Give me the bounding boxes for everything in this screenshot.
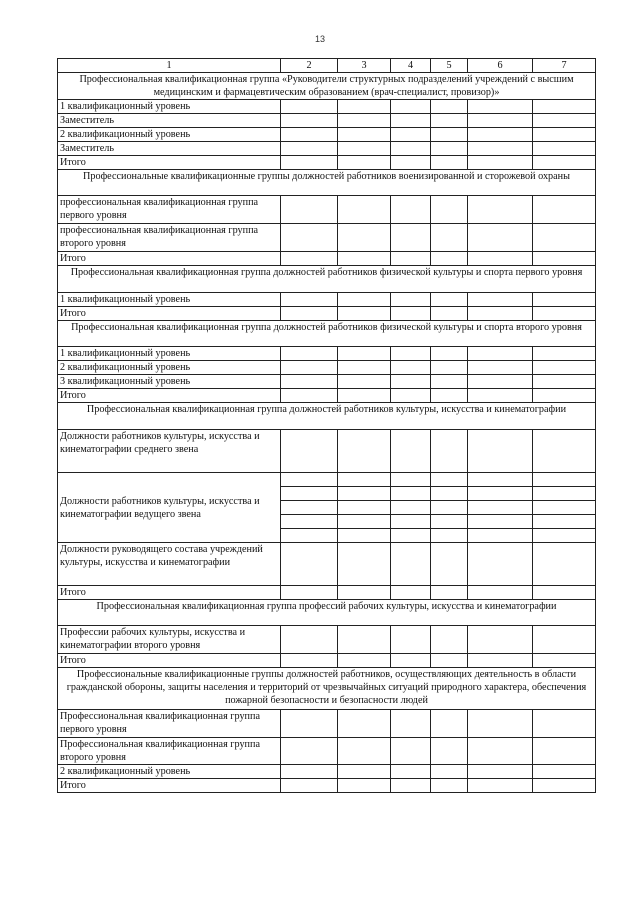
value-cell-col-2[interactable] <box>281 196 338 224</box>
column-header-5: 5 <box>431 59 468 73</box>
value-cell-col-5[interactable] <box>431 347 468 361</box>
value-cell-col-6[interactable] <box>468 389 533 403</box>
value-cell-col-7[interactable] <box>533 501 596 515</box>
row-label: Профессиональная квалификационная группа второго уровня <box>58 738 281 765</box>
value-cell-col-3[interactable] <box>338 293 391 307</box>
value-cell-col-6[interactable] <box>468 156 533 170</box>
section-title: Профессиональная квалификационная группа профессий рабочих культуры, искусства и кинематографии <box>58 600 596 626</box>
value-cell-col-6[interactable] <box>468 654 533 668</box>
value-cell-col-5[interactable] <box>431 738 468 765</box>
table-row <box>58 142 596 156</box>
value-cell-col-7[interactable] <box>533 156 596 170</box>
value-cell-col-6[interactable] <box>468 100 533 114</box>
table-row <box>58 347 596 361</box>
value-cell-col-6[interactable] <box>468 114 533 128</box>
value-cell-col-4[interactable] <box>391 765 431 779</box>
value-cell-col-5[interactable] <box>431 361 468 375</box>
row-label: Итого <box>58 389 281 403</box>
value-cell-col-3[interactable] <box>338 307 391 321</box>
value-cell-col-6[interactable] <box>468 710 533 738</box>
value-cell-col-6[interactable] <box>468 515 533 529</box>
row-label: 2 квалификационный уровень <box>58 128 281 142</box>
column-header-7: 7 <box>533 59 596 73</box>
section-title: Профессиональная квалификационная группа должностей работников физической культуры и спорта первого уровня <box>58 266 596 293</box>
value-cell-col-5[interactable] <box>431 224 468 252</box>
table-row <box>58 626 596 654</box>
row-label: Профессии рабочих культуры, искусства и кинематографии второго уровня <box>58 626 281 654</box>
value-cell-col-5[interactable] <box>431 128 468 142</box>
value-cell-col-2[interactable] <box>281 142 338 156</box>
section-header-row <box>58 403 596 430</box>
staffing-table <box>57 58 596 793</box>
table-row <box>58 128 596 142</box>
value-cell-col-7[interactable] <box>533 347 596 361</box>
value-cell-col-4[interactable] <box>391 710 431 738</box>
value-cell-col-5[interactable] <box>431 430 468 473</box>
row-label: 3 квалификационный уровень <box>58 375 281 389</box>
table-row <box>58 765 596 779</box>
value-cell-col-4[interactable] <box>391 487 431 501</box>
section-title: Профессиональная квалификационная группа должностей работников культуры, искусства и кинематографии <box>58 403 596 430</box>
row-label: 2 квалификационный уровень <box>58 765 281 779</box>
value-cell-col-2[interactable] <box>281 375 338 389</box>
value-cell-col-3[interactable] <box>338 710 391 738</box>
value-cell-col-4[interactable] <box>391 100 431 114</box>
value-cell-col-7[interactable] <box>533 586 596 600</box>
value-cell-col-3[interactable] <box>338 114 391 128</box>
value-cell-col-5[interactable] <box>431 543 468 586</box>
value-cell-col-2[interactable] <box>281 100 338 114</box>
value-cell-col-2[interactable] <box>281 252 338 266</box>
value-cell-col-7[interactable] <box>533 473 596 487</box>
value-cell-col-4[interactable] <box>391 626 431 654</box>
row-label: Итого <box>58 586 281 600</box>
section-header-row <box>58 600 596 626</box>
value-cell-col-4[interactable] <box>391 347 431 361</box>
value-cell-col-4[interactable] <box>391 142 431 156</box>
value-cell-col-4[interactable] <box>391 779 431 793</box>
row-label: 1 квалификационный уровень <box>58 100 281 114</box>
value-cell-col-6[interactable] <box>468 626 533 654</box>
value-cell-col-7[interactable] <box>533 779 596 793</box>
value-cell-col-5[interactable] <box>431 142 468 156</box>
total-row <box>58 586 596 600</box>
total-row <box>58 654 596 668</box>
table-row <box>58 100 596 114</box>
value-cell-col-6[interactable] <box>468 307 533 321</box>
value-cell-col-7[interactable] <box>533 430 596 473</box>
value-cell-col-4[interactable] <box>391 654 431 668</box>
table-row <box>58 361 596 375</box>
value-cell-col-6[interactable] <box>468 293 533 307</box>
table-row <box>58 710 596 738</box>
value-cell-col-3[interactable] <box>338 156 391 170</box>
value-cell-col-4[interactable] <box>391 252 431 266</box>
row-label: профессиональная квалификационная группа второго уровня <box>58 224 281 252</box>
value-cell-col-6[interactable] <box>468 224 533 252</box>
value-cell-col-4[interactable] <box>391 224 431 252</box>
row-label: Должности работников культуры, искусства и кинематографии среднего звена <box>58 430 281 473</box>
value-cell-col-3[interactable] <box>338 501 391 515</box>
value-cell-col-4[interactable] <box>391 361 431 375</box>
row-label: Должности руководящего состава учреждений культуры, искусства и кинематографии <box>58 543 281 586</box>
value-cell-col-3[interactable] <box>338 128 391 142</box>
value-cell-col-4[interactable] <box>391 389 431 403</box>
value-cell-col-6[interactable] <box>468 543 533 586</box>
value-cell-col-2[interactable] <box>281 347 338 361</box>
value-cell-col-6[interactable] <box>468 529 533 543</box>
table-row <box>58 738 596 765</box>
value-cell-col-4[interactable] <box>391 515 431 529</box>
value-cell-col-7[interactable] <box>533 128 596 142</box>
value-cell-col-6[interactable] <box>468 375 533 389</box>
total-row <box>58 779 596 793</box>
row-label: Итого <box>58 307 281 321</box>
value-cell-col-2[interactable] <box>281 738 338 765</box>
value-cell-col-2[interactable] <box>281 114 338 128</box>
value-cell-col-7[interactable] <box>533 361 596 375</box>
value-cell-col-2[interactable] <box>281 543 338 586</box>
value-cell-col-5[interactable] <box>431 293 468 307</box>
value-cell-col-5[interactable] <box>431 473 468 487</box>
value-cell-col-4[interactable] <box>391 543 431 586</box>
section-header-row <box>58 266 596 293</box>
value-cell-col-7[interactable] <box>533 196 596 224</box>
value-cell-col-5[interactable] <box>431 779 468 793</box>
section-title: Профессиональные квалификационные группы должностей работников военизированной и сторожевой охраны <box>58 170 596 196</box>
value-cell-col-5[interactable] <box>431 529 468 543</box>
column-header-2: 2 <box>281 59 338 73</box>
value-cell-col-3[interactable] <box>338 430 391 473</box>
value-cell-col-6[interactable] <box>468 501 533 515</box>
value-cell-col-4[interactable] <box>391 128 431 142</box>
value-cell-col-3[interactable] <box>338 361 391 375</box>
value-cell-col-2[interactable] <box>281 626 338 654</box>
value-cell-col-2[interactable] <box>281 389 338 403</box>
page-number: 13 <box>314 34 325 44</box>
table-row <box>58 375 596 389</box>
value-cell-col-3[interactable] <box>338 626 391 654</box>
value-cell-col-5[interactable] <box>431 252 468 266</box>
value-cell-col-3[interactable] <box>338 779 391 793</box>
value-cell-col-3[interactable] <box>338 543 391 586</box>
value-cell-col-5[interactable] <box>431 375 468 389</box>
value-cell-col-6[interactable] <box>468 738 533 765</box>
value-cell-col-4[interactable] <box>391 307 431 321</box>
section-title: Профессиональная квалификационная группа должностей работников физической культуры и спорта второго уровня <box>58 321 596 347</box>
row-label: Должности работников культуры, искусства и кинематографии ведущего звена <box>58 473 281 543</box>
value-cell-col-5[interactable] <box>431 156 468 170</box>
value-cell-col-5[interactable] <box>431 765 468 779</box>
value-cell-col-7[interactable] <box>533 100 596 114</box>
section-title: Профессиональные квалификационные группы должностей работников, осуществляющих деятельность в области гражданской обороны, защиты населения и территорий от чрезвычайных ситуаций природного характера, обеспечения пожарной безопасности и безопасности людей <box>58 668 596 710</box>
value-cell-col-3[interactable] <box>338 765 391 779</box>
value-cell-col-2[interactable] <box>281 361 338 375</box>
row-label: 2 квалификационный уровень <box>58 361 281 375</box>
value-cell-col-3[interactable] <box>338 738 391 765</box>
row-label: Итого <box>58 779 281 793</box>
section-header-row <box>58 321 596 347</box>
value-cell-col-6[interactable] <box>468 196 533 224</box>
value-cell-col-2[interactable] <box>281 586 338 600</box>
row-label: Итого <box>58 156 281 170</box>
value-cell-col-5[interactable] <box>431 114 468 128</box>
value-cell-col-5[interactable] <box>431 389 468 403</box>
value-cell-col-7[interactable] <box>533 626 596 654</box>
value-cell-col-2[interactable] <box>281 128 338 142</box>
value-cell-col-6[interactable] <box>468 487 533 501</box>
value-cell-col-4[interactable] <box>391 501 431 515</box>
value-cell-col-7[interactable] <box>533 293 596 307</box>
value-cell-col-2[interactable] <box>281 430 338 473</box>
value-cell-col-3[interactable] <box>338 529 391 543</box>
value-cell-col-7[interactable] <box>533 529 596 543</box>
row-label: Заместитель <box>58 114 281 128</box>
value-cell-col-5[interactable] <box>431 586 468 600</box>
value-cell-col-2[interactable] <box>281 710 338 738</box>
total-row <box>58 156 596 170</box>
value-cell-col-7[interactable] <box>533 375 596 389</box>
column-header-3: 3 <box>338 59 391 73</box>
value-cell-col-7[interactable] <box>533 543 596 586</box>
column-header-1: 1 <box>58 59 281 73</box>
value-cell-col-7[interactable] <box>533 654 596 668</box>
value-cell-col-3[interactable] <box>338 515 391 529</box>
column-header-4: 4 <box>391 59 431 73</box>
value-cell-col-5[interactable] <box>431 100 468 114</box>
table-row <box>58 293 596 307</box>
total-row <box>58 389 596 403</box>
value-cell-col-2[interactable] <box>281 515 338 529</box>
value-cell-col-2[interactable] <box>281 501 338 515</box>
table-row <box>58 473 596 487</box>
value-cell-col-2[interactable] <box>281 654 338 668</box>
value-cell-col-3[interactable] <box>338 389 391 403</box>
value-cell-col-2[interactable] <box>281 487 338 501</box>
value-cell-col-2[interactable] <box>281 779 338 793</box>
value-cell-col-3[interactable] <box>338 487 391 501</box>
value-cell-col-6[interactable] <box>468 779 533 793</box>
value-cell-col-7[interactable] <box>533 765 596 779</box>
value-cell-col-4[interactable] <box>391 375 431 389</box>
value-cell-col-5[interactable] <box>431 196 468 224</box>
row-label: 1 квалификационный уровень <box>58 293 281 307</box>
value-cell-col-7[interactable] <box>533 114 596 128</box>
value-cell-col-7[interactable] <box>533 252 596 266</box>
value-cell-col-7[interactable] <box>533 515 596 529</box>
value-cell-col-6[interactable] <box>468 142 533 156</box>
value-cell-col-6[interactable] <box>468 128 533 142</box>
table-row <box>58 196 596 224</box>
value-cell-col-2[interactable] <box>281 529 338 543</box>
table-row <box>58 543 596 586</box>
value-cell-col-3[interactable] <box>338 654 391 668</box>
value-cell-col-4[interactable] <box>391 738 431 765</box>
value-cell-col-5[interactable] <box>431 307 468 321</box>
row-label: профессиональная квалификационная группа первого уровня <box>58 196 281 224</box>
value-cell-col-7[interactable] <box>533 487 596 501</box>
value-cell-col-3[interactable] <box>338 142 391 156</box>
table-row <box>58 114 596 128</box>
value-cell-col-7[interactable] <box>533 142 596 156</box>
value-cell-col-7[interactable] <box>533 710 596 738</box>
value-cell-col-7[interactable] <box>533 224 596 252</box>
value-cell-col-2[interactable] <box>281 307 338 321</box>
value-cell-col-3[interactable] <box>338 375 391 389</box>
value-cell-col-6[interactable] <box>468 252 533 266</box>
value-cell-col-6[interactable] <box>468 473 533 487</box>
value-cell-col-2[interactable] <box>281 293 338 307</box>
value-cell-col-2[interactable] <box>281 473 338 487</box>
value-cell-col-3[interactable] <box>338 586 391 600</box>
total-row <box>58 307 596 321</box>
value-cell-col-6[interactable] <box>468 765 533 779</box>
row-label: Профессиональная квалификационная группа первого уровня <box>58 710 281 738</box>
value-cell-col-5[interactable] <box>431 626 468 654</box>
value-cell-col-3[interactable] <box>338 196 391 224</box>
value-cell-col-3[interactable] <box>338 100 391 114</box>
section-title: Профессиональная квалификационная группа «Руководители структурных подразделений учреждений с высшим медицинским и фармацевтическим образованием (врач-специалист, провизор)» <box>58 73 596 100</box>
value-cell-col-7[interactable] <box>533 738 596 765</box>
value-cell-col-4[interactable] <box>391 293 431 307</box>
value-cell-col-4[interactable] <box>391 529 431 543</box>
value-cell-col-4[interactable] <box>391 430 431 473</box>
value-cell-col-2[interactable] <box>281 224 338 252</box>
section-header-row <box>58 668 596 710</box>
row-label: 1 квалификационный уровень <box>58 347 281 361</box>
value-cell-col-3[interactable] <box>338 252 391 266</box>
column-header-6: 6 <box>468 59 533 73</box>
value-cell-col-3[interactable] <box>338 473 391 487</box>
row-label: Заместитель <box>58 142 281 156</box>
value-cell-col-7[interactable] <box>533 389 596 403</box>
value-cell-col-4[interactable] <box>391 473 431 487</box>
value-cell-col-3[interactable] <box>338 224 391 252</box>
value-cell-col-5[interactable] <box>431 487 468 501</box>
value-cell-col-4[interactable] <box>391 196 431 224</box>
table-body <box>58 73 596 793</box>
section-header-row <box>58 73 596 100</box>
value-cell-col-6[interactable] <box>468 430 533 473</box>
table-row <box>58 224 596 252</box>
column-number-row <box>58 59 596 73</box>
value-cell-col-5[interactable] <box>431 515 468 529</box>
row-label: Итого <box>58 252 281 266</box>
value-cell-col-6[interactable] <box>468 586 533 600</box>
value-cell-col-2[interactable] <box>281 765 338 779</box>
value-cell-col-4[interactable] <box>391 586 431 600</box>
table-row <box>58 430 596 473</box>
value-cell-col-4[interactable] <box>391 156 431 170</box>
value-cell-col-5[interactable] <box>431 654 468 668</box>
value-cell-col-3[interactable] <box>338 347 391 361</box>
value-cell-col-6[interactable] <box>468 347 533 361</box>
section-header-row <box>58 170 596 196</box>
value-cell-col-2[interactable] <box>281 156 338 170</box>
value-cell-col-5[interactable] <box>431 710 468 738</box>
row-label: Итого <box>58 654 281 668</box>
total-row <box>58 252 596 266</box>
value-cell-col-6[interactable] <box>468 361 533 375</box>
value-cell-col-7[interactable] <box>533 307 596 321</box>
value-cell-col-5[interactable] <box>431 501 468 515</box>
value-cell-col-4[interactable] <box>391 114 431 128</box>
